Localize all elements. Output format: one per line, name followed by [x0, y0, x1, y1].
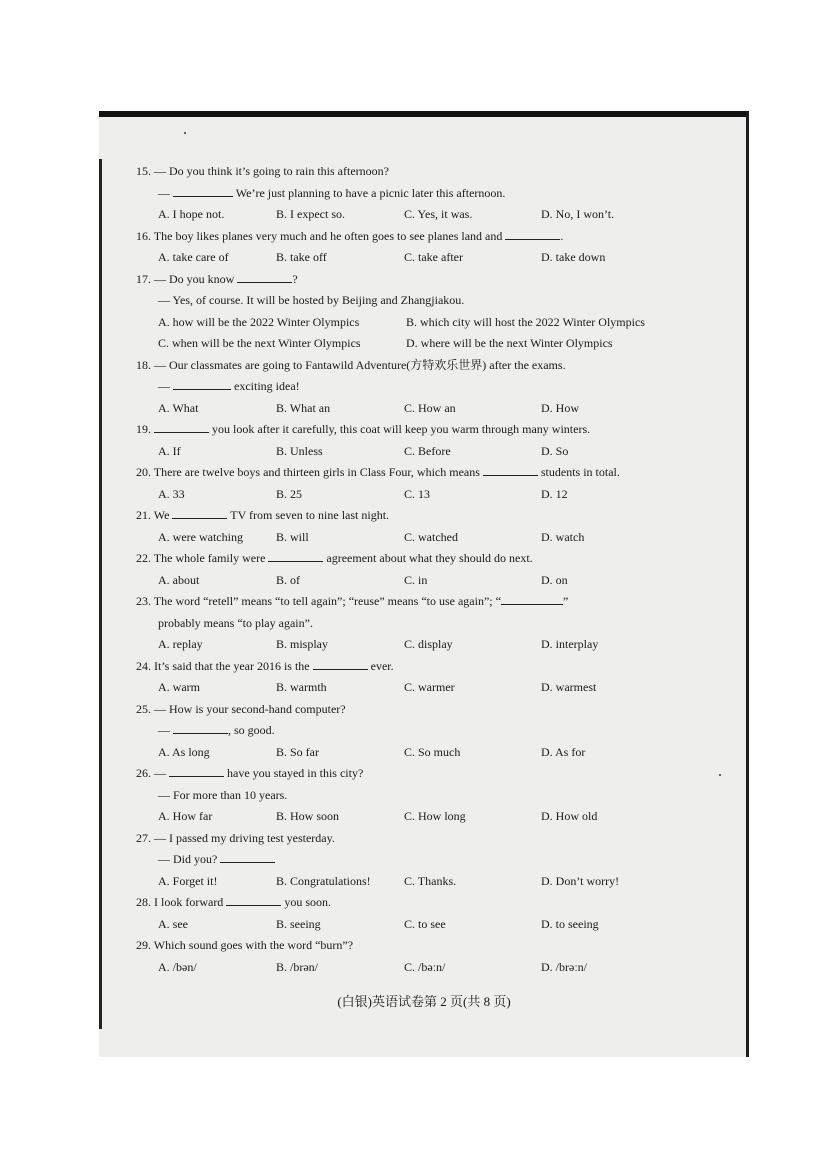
question-stem [136, 462, 696, 484]
option-a: A. were watching [158, 529, 243, 544]
question-stem [136, 591, 696, 613]
question-stem [136, 548, 696, 570]
question-text: 16. The boy likes planes very much and he often goes to see planes land and [136, 228, 506, 243]
options-row [136, 570, 696, 592]
question-item [136, 935, 696, 978]
question-stem [136, 656, 696, 678]
option-c: C. watched [404, 529, 458, 544]
question-stem [136, 505, 696, 527]
option-item: A. how will be the 2022 Winter Olympics [158, 314, 360, 329]
answer-blank [169, 763, 224, 777]
option-c: C. /bəːn/ [404, 959, 446, 974]
option-c: C. How long [404, 809, 466, 823]
question-text: — [158, 723, 173, 737]
question-list [136, 161, 696, 978]
answer-blank [154, 419, 209, 433]
exam-page [99, 111, 749, 1057]
question-item [136, 462, 696, 505]
question-stem [136, 419, 696, 441]
question-text: you look after it carefully, this coat will keep you warm through many winters. [209, 422, 591, 436]
option-d: D. warmest [541, 680, 597, 694]
question-line [136, 720, 696, 742]
options-row [136, 914, 696, 936]
question-text: 24. It’s said that the year 2016 is the [136, 658, 313, 673]
answer-blank [483, 462, 538, 476]
question-text: — Yes, of course. It will be hosted by Beijing and Zhangjiakou. [158, 293, 465, 307]
option-a: A. What [158, 400, 199, 415]
question-text: 21. We [136, 508, 173, 522]
option-a: A. If [158, 443, 181, 458]
options-row [136, 312, 696, 334]
question-text: agreement about what they should do next. [323, 551, 533, 565]
option-a: A. take care of [158, 250, 229, 264]
answer-blank [313, 656, 368, 670]
question-text: 15. — Do you think it’s going to rain this afternoon? [136, 164, 389, 178]
question-text: We’re just planning to have a picnic later this afternoon. [233, 185, 506, 200]
question-item [136, 699, 696, 764]
question-stem [136, 699, 696, 721]
question-stem [136, 355, 696, 377]
option-item: B. which city will host the 2022 Winter Olympics [406, 314, 645, 329]
options-row [136, 441, 696, 463]
question-text: — [158, 379, 173, 393]
options-row [136, 484, 696, 506]
option-a: A. warm [158, 680, 200, 694]
option-a: A. Forget it! [158, 873, 218, 888]
question-line [136, 849, 696, 871]
question-text: TV from seven to nine last night. [227, 508, 390, 522]
question-item [136, 591, 696, 656]
option-a: A. How far [158, 809, 213, 823]
question-text: 26. — [136, 766, 169, 780]
option-a: A. see [158, 916, 188, 931]
option-a: A. /bən/ [158, 959, 197, 974]
question-text: . [560, 228, 564, 243]
question-text: 23. The word “retell” means “to tell again”; “reuse” means “to use again”; “ [136, 594, 501, 608]
option-b: B. What an [276, 400, 331, 415]
question-text: ” [562, 594, 569, 608]
scan-speck [184, 132, 186, 134]
option-b: B. I expect so. [276, 207, 345, 221]
option-c: C. in [404, 572, 428, 587]
option-b: B. Unless [276, 443, 323, 458]
option-c: C. How an [404, 400, 456, 415]
options-row [136, 398, 696, 420]
right-border-rule [746, 111, 749, 1057]
answer-blank [173, 720, 228, 734]
question-item [136, 269, 696, 355]
question-text: you soon. [281, 895, 331, 909]
option-d: D. How [541, 400, 579, 415]
question-text: — [158, 185, 173, 200]
scan-speck [719, 774, 721, 776]
question-text: 27. — I passed my driving test yesterday. [136, 830, 335, 845]
option-item: D. where will be the next Winter Olympics [406, 336, 613, 350]
option-c: C. take after [404, 250, 463, 264]
question-item [136, 161, 696, 226]
options-row [136, 871, 696, 893]
answer-blank [505, 226, 560, 240]
question-stem [136, 226, 696, 248]
option-d: D. No, I won’t. [541, 207, 615, 221]
option-c: C. display [404, 637, 453, 651]
question-text: , so good. [228, 723, 275, 737]
question-text: ever. [367, 658, 394, 673]
top-border-rule [99, 111, 749, 117]
options-row [136, 677, 696, 699]
answer-blank [268, 548, 323, 562]
answer-blank [220, 849, 275, 863]
question-stem [136, 935, 696, 957]
options-row [136, 634, 696, 656]
answer-blank [172, 505, 227, 519]
option-b: B. take off [276, 250, 327, 264]
question-item [136, 505, 696, 548]
options-row [136, 742, 696, 764]
option-c: C. warmer [404, 680, 455, 694]
option-d: D. watch [541, 529, 585, 544]
option-b: B. So far [276, 744, 319, 759]
left-border-rule [99, 159, 102, 1029]
question-text: 19. [136, 422, 154, 436]
question-stem [136, 892, 696, 914]
question-stem [136, 763, 696, 785]
question-text: students in total. [537, 465, 620, 479]
option-d: D. /brəːn/ [541, 959, 587, 974]
option-d: D. to seeing [541, 916, 599, 931]
option-a: A. replay [158, 637, 203, 651]
question-text: 29. Which sound goes with the word “burn”? [136, 938, 354, 952]
option-d: D. take down [541, 250, 606, 264]
question-text: — For more than 10 years. [158, 787, 288, 802]
question-item [136, 763, 696, 828]
question-text: 17. — Do you know [136, 271, 238, 286]
answer-blank [501, 591, 563, 605]
option-c: C. 13 [404, 486, 431, 501]
option-c: C. Yes, it was. [404, 207, 473, 221]
answer-blank [173, 183, 233, 197]
answer-blank [237, 269, 292, 283]
option-b: B. How soon [276, 809, 340, 823]
option-b: B. seeing [276, 916, 321, 931]
question-stem [136, 269, 696, 291]
question-item [136, 892, 696, 935]
option-item: C. when will be the next Winter Olympics [158, 336, 361, 350]
question-text: — Did you? [158, 852, 221, 866]
option-c: C. So much [404, 744, 461, 759]
question-text: 18. — Our classmates are going to Fantawild Adventure(方特欢乐世界) after the exams. [136, 357, 566, 372]
option-a: A. 33 [158, 486, 185, 501]
option-a: A. I hope not. [158, 207, 225, 221]
option-d: D. 12 [541, 486, 568, 501]
question-item [136, 828, 696, 893]
question-item [136, 548, 696, 591]
question-item [136, 419, 696, 462]
option-c: C. Before [404, 443, 451, 458]
option-b: B. of [276, 572, 300, 587]
option-d: D. How old [541, 809, 598, 823]
option-a: A. As long [158, 744, 210, 759]
answer-blank [173, 376, 231, 390]
options-row [136, 247, 696, 269]
question-stem [136, 828, 696, 850]
question-text: 28. I look forward [136, 895, 227, 909]
option-b: B. will [276, 529, 309, 544]
option-b: B. /brən/ [276, 959, 318, 974]
question-item [136, 355, 696, 420]
question-text: 20. There are twelve boys and thirteen girls in Class Four, which means [136, 465, 483, 479]
options-row [136, 527, 696, 549]
option-d: D. So [541, 443, 569, 458]
option-b: B. misplay [276, 637, 329, 651]
option-c: C. Thanks. [404, 873, 457, 888]
answer-blank [226, 892, 281, 906]
question-text: ? [292, 271, 298, 286]
question-item [136, 656, 696, 699]
question-text: 22. The whole family were [136, 551, 269, 565]
options-row [136, 957, 696, 979]
option-b: B. Congratulations! [276, 873, 371, 888]
option-d: D. Don’t worry! [541, 873, 620, 888]
question-text: have you stayed in this city? [224, 766, 364, 780]
option-b: B. 25 [276, 486, 303, 501]
options-row [136, 333, 696, 355]
option-d: D. interplay [541, 637, 599, 651]
options-row [136, 204, 696, 226]
question-text: exciting idea! [231, 379, 300, 393]
option-b: B. warmth [276, 680, 327, 694]
question-text: probably means “to play again”. [158, 615, 313, 630]
question-text: 25. — How is your second-hand computer? [136, 701, 346, 716]
option-c: C. to see [404, 916, 446, 931]
option-d: D. on [541, 572, 568, 587]
question-line [136, 290, 696, 312]
question-stem [136, 161, 696, 183]
question-line [136, 785, 696, 807]
options-row [136, 806, 696, 828]
page-footer: (白银)英语试卷第 2 页(共 8 页) [337, 994, 511, 1009]
question-line [136, 613, 696, 635]
question-line [136, 376, 696, 398]
question-item [136, 226, 696, 269]
option-d: D. As for [541, 744, 586, 759]
question-line [136, 183, 696, 205]
option-a: A. about [158, 572, 200, 587]
